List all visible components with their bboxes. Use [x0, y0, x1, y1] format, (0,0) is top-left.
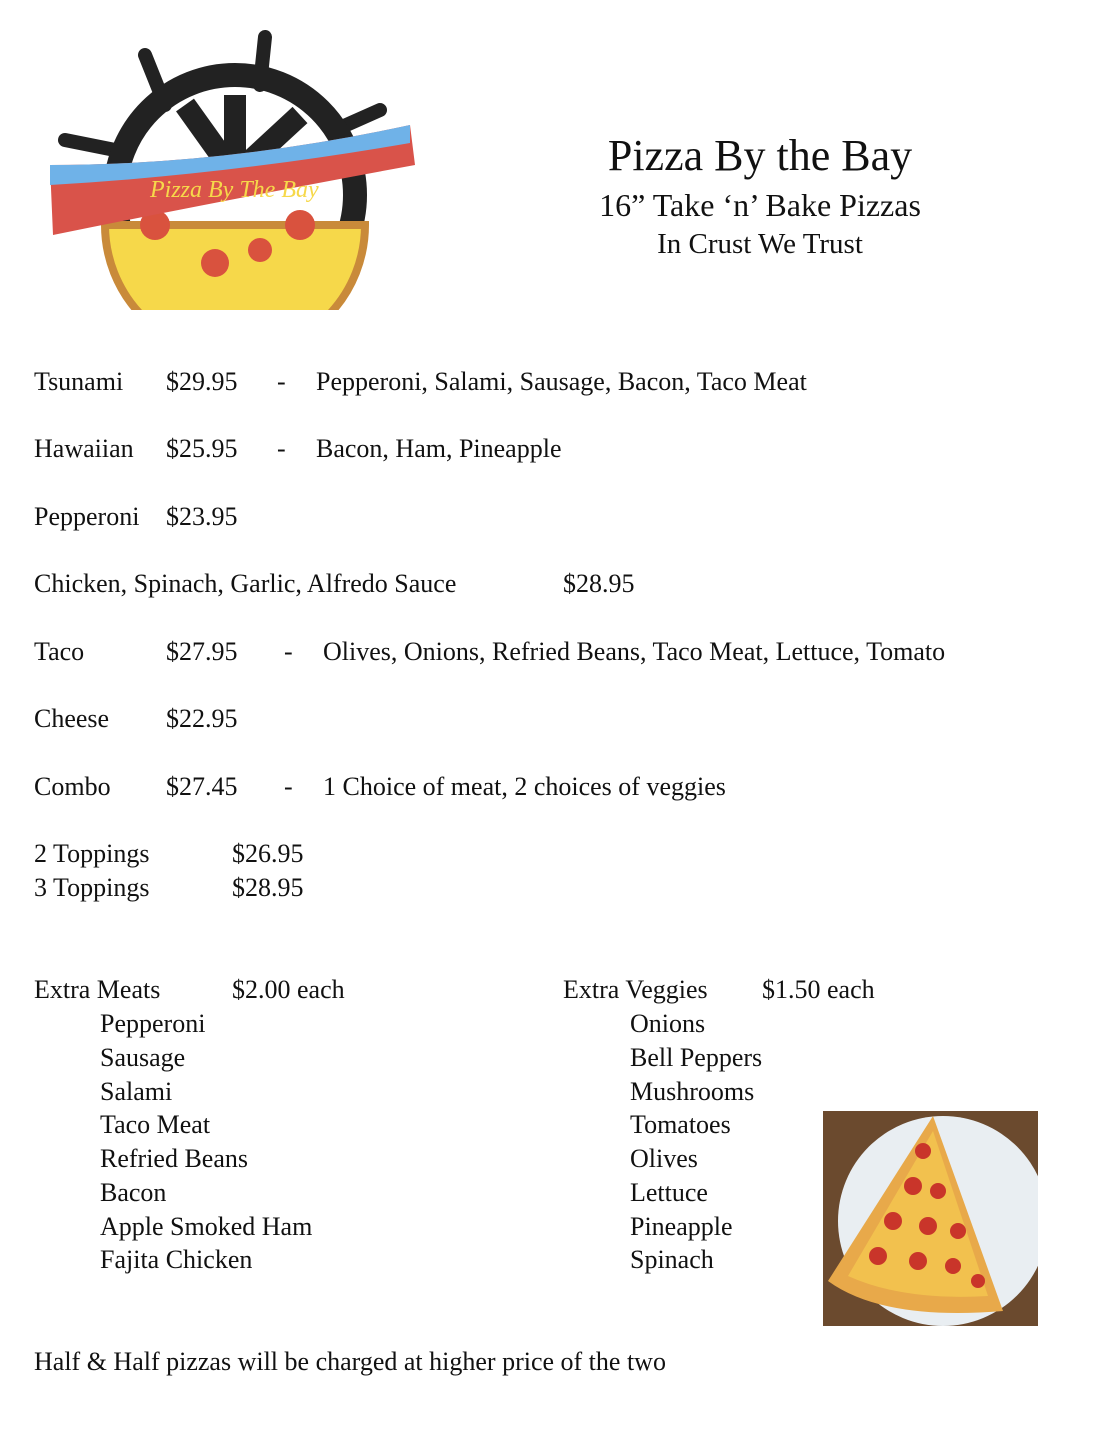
pizza-slice-photo — [823, 1111, 1038, 1326]
pizza-name: Combo — [34, 772, 111, 801]
dash: - — [277, 367, 286, 396]
veggie-item: Lettuce — [630, 1178, 708, 1207]
pizza-description: Pepperoni, Salami, Sausage, Bacon, Taco Meat — [316, 367, 807, 396]
subtitle: 16” Take ‘n’ Bake Pizzas — [599, 187, 921, 223]
meat-item: Bacon — [100, 1178, 167, 1207]
pizza-description: 1 Choice of meat, 2 choices of veggies — [323, 772, 726, 801]
pizza-price: $28.95 — [563, 569, 635, 598]
veggie-item: Spinach — [630, 1245, 714, 1274]
meat-item: Taco Meat — [100, 1110, 211, 1139]
pizza-name: Taco — [34, 637, 85, 666]
pizza-name: Chicken, Spinach, Garlic, Alfredo Sauce — [34, 569, 457, 598]
veggie-item: Onions — [630, 1009, 706, 1038]
extra-meats-label: Extra Meats — [34, 975, 161, 1004]
pizza-name: 3 Toppings — [34, 873, 150, 902]
meat-item: Fajita Chicken — [100, 1245, 253, 1274]
extra-veggies-label: Extra Veggies — [563, 975, 708, 1004]
pizza-by-the-bay-logo — [45, 25, 420, 310]
meat-item: Pepperoni — [100, 1009, 206, 1038]
pizza-price: $26.95 — [232, 839, 304, 868]
pizza-description: Olives, Onions, Refried Beans, Taco Meat, Lettuce, Tomato — [323, 637, 946, 666]
veggie-item: Tomatoes — [630, 1110, 731, 1139]
pizza-description: Bacon, Ham, Pineapple — [316, 434, 562, 463]
half-and-half-note: Half & Half pizzas will be charged at higher price of the two — [34, 1347, 666, 1376]
pizza-name: Hawaiian — [34, 434, 134, 463]
pizza-name: Cheese — [34, 704, 110, 733]
meat-item: Refried Beans — [100, 1144, 249, 1173]
veggie-item: Mushrooms — [630, 1077, 755, 1106]
veggie-item: Pineapple — [630, 1212, 733, 1241]
extra-veggies-price: $1.50 each — [762, 975, 875, 1004]
pizza-price: $23.95 — [166, 502, 238, 531]
pizza-name: 2 Toppings — [34, 839, 150, 868]
page-title: Pizza By the Bay — [607, 131, 913, 180]
pizza-price: $25.95 — [166, 434, 238, 463]
dash: - — [277, 434, 286, 463]
meat-item: Apple Smoked Ham — [100, 1212, 313, 1241]
pizza-price: $27.95 — [166, 637, 238, 666]
meat-item: Salami — [100, 1077, 173, 1106]
veggie-item: Bell Peppers — [630, 1043, 763, 1072]
pizza-price: $29.95 — [166, 367, 238, 396]
dash: - — [284, 772, 293, 801]
meat-item: Sausage — [100, 1043, 186, 1072]
dash: - — [284, 637, 293, 666]
svg-text:Pizza By The Bay: Pizza By The Bay — [150, 177, 319, 203]
pizza-price: $27.45 — [166, 772, 238, 801]
pizza-name: Tsunami — [34, 367, 124, 396]
pizza-name: Pepperoni — [34, 502, 140, 531]
tagline: In Crust We Trust — [657, 228, 863, 260]
pizza-price: $28.95 — [232, 873, 304, 902]
extra-meats-price: $2.00 each — [232, 975, 345, 1004]
veggie-item: Olives — [630, 1144, 698, 1173]
pizza-price: $22.95 — [166, 704, 238, 733]
